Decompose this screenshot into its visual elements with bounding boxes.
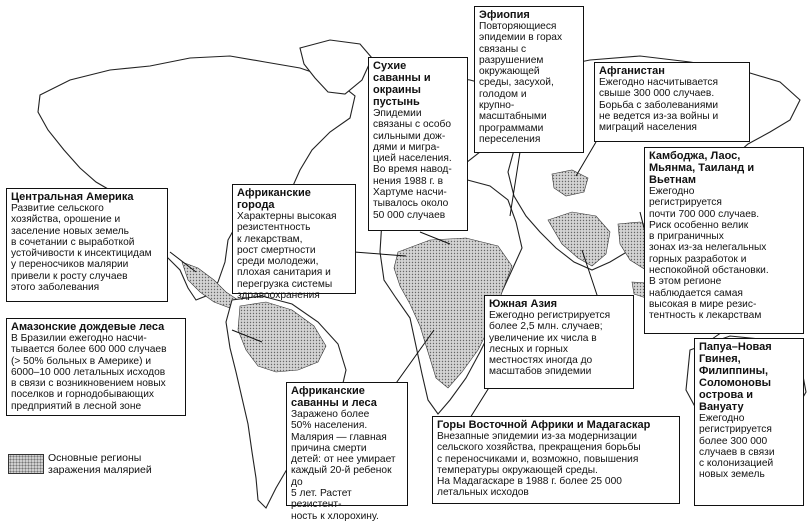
callout-central-america-body: Развитие сельского хозяйства, орошение и заселение новых земель в сочетании с выработкой устойчивости к инсектицидам у переносчиков малярии привели к росту случаев этого заболевания <box>11 203 152 294</box>
callout-ethiopia-body: Повторяющиеся эпидемии в горах связаны с разрушением окружающей среды, засухой, голодом и крупно- масштабными программами переселения <box>479 21 563 145</box>
callout-african-cities-body: Характерны высокая резистентность к лекарствам, рост смертности среди молодежи, плохая санитария и перегрузка системы здравоохранения <box>237 211 337 302</box>
legend-swatch <box>8 454 44 474</box>
callout-east-africa-title: Горы Восточной Африки и Мадагаскар <box>437 419 651 431</box>
callout-ethiopia <box>474 6 584 153</box>
callout-cambodia <box>644 147 804 334</box>
callout-south-asia-body: Ежегодно регистрируется более 2,5 млн. случаев; увеличение их числа в лесных и горных местностях иногда до масштабов эпидемии <box>489 310 611 378</box>
callout-afghanistan-title: Афганистан <box>599 65 665 77</box>
callout-papua-title: Папуа–Новая Гвинея, Филиппины, Соломоновы острова и Вануату <box>699 341 772 413</box>
callout-dry-savanna-title: Сухие саванны и окраины пустынь <box>373 60 431 108</box>
callout-cambodia-title: Камбоджа, Лаос, Мьянма, Таиланд и Вьетнам <box>649 150 755 186</box>
callout-afghanistan <box>594 62 750 142</box>
callout-afghanistan-body: Ежегодно насчитывается свыше 300 000 случаев. Борьба с заболеваниями не ведется из-за войны и миграций населения <box>599 77 719 134</box>
callout-south-asia-title: Южная Азия <box>489 298 558 310</box>
callout-south-asia <box>484 295 634 389</box>
callout-east-africa-body: Внезапные эпидемии из-за модернизации сельского хозяйства, прекращения борьбы с переносчиками и, возможно, повышения температуры окружающей среды. На Мадагаскаре в 1988 г. более 25 000 летальных исходов <box>437 431 641 499</box>
callout-african-savanna <box>286 382 408 522</box>
callout-dry-savanna <box>368 57 468 231</box>
callout-african-savanna-title: Африканские саванны и леса <box>291 385 377 409</box>
callout-african-cities-title: Африканские города <box>237 187 311 211</box>
callout-amazon <box>6 318 186 416</box>
callout-papua <box>694 338 804 506</box>
callout-ethiopia-title: Эфиопия <box>479 9 530 21</box>
callout-amazon-body: В Бразилии ежегодно насчи- тывается более 600 000 случаев (> 50% больных в Америке) и 6000–10 000 летальных исходов в связи с возникновением новых поселков и горнодобывающих предприятий в лесной зоне <box>11 333 167 412</box>
callout-central-america <box>6 188 168 302</box>
callout-african-savanna-body: Заражено более 50% населения. Малярия — главная причина смерти детей: от нее умирает каждый 20-й ребенок до 5 лет. Растет резистент- ность к хлорохину. <box>291 409 396 522</box>
callout-cambodia-body: Ежегодно регистрируется почти 700 000 случаев. Риск особенно велик в приграничных зонах из-за нелегальных горных разработок и неспокойной обстановки. В этом регионе наблюдается самая высокая в мире резис- тентность к лекарствам <box>649 186 769 322</box>
callout-papua-body: Ежегодно регистрируется более 300 000 случаев в связи с колонизацией новых земель <box>699 413 775 481</box>
callout-amazon-title: Амазонские дождевые леса <box>11 321 165 333</box>
callout-central-america-title: Центральная Америка <box>11 191 134 203</box>
callout-african-cities <box>232 184 356 302</box>
callout-dry-savanna-body: Эпидемии связаны с особо сильными дож- дями и мигра- цией населения. Во время навод- нения 1988 г. в Хартуме насчи- тывалось около 50 000 случаев <box>373 108 452 221</box>
legend-text: Основные регионы заражения малярией <box>48 452 152 476</box>
callout-east-africa <box>432 416 680 504</box>
